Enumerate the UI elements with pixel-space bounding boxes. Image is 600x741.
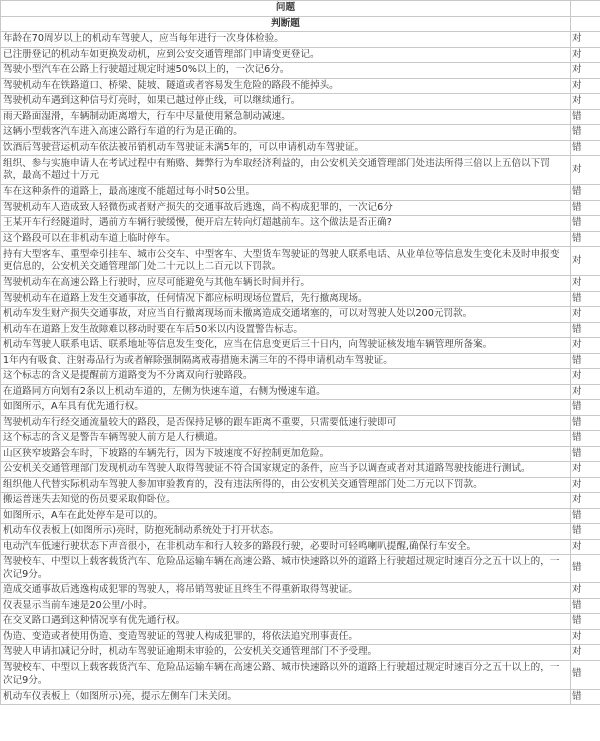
question-cell: 造成交通事故后逃逸构成犯罪的驾驶人，将吊销驾驶证且终生不得重新取得驾驶证。: [1, 583, 571, 599]
answer-cell: 错: [571, 598, 600, 614]
question-cell: 机动车发生财产损失交通事故，对应当自行撤离现场而未撤离造成交通堵塞的，可以对驾驶人处以200元罚款。: [1, 307, 571, 323]
question-cell: 持有大型客车、重型牵引挂车、城市公交车、中型客车、大型货车驾驶证的驾驶人联系电话、从业单位等信息发生变化未及时申报变更信息的，公安机关交通管理部门处二十元以上二百元以下罚款。: [1, 247, 571, 276]
question-cell: 山区狭窄坡路会车时，下坡路的车辆先行，因为下坡速度不好控制更加危险。: [1, 446, 571, 462]
answer-column-header: [571, 1, 600, 17]
answer-cell: 错: [571, 446, 600, 462]
question-cell: 电动汽车低速行驶状态下声音很小，在非机动车和行人较多的路段行驶，必要时可轻鸣喇叭提醒,确保行车安全。: [1, 539, 571, 555]
question-cell: 驾驶机动车在道路上发生交通事故，任何情况下都应标明现场位置后，先行撤离现场。: [1, 291, 571, 307]
table-row: [1, 140, 600, 156]
table-row: [1, 462, 600, 478]
question-cell: 已注册登记的机动车如更换发动机，应到公安交通管理部门申请变更登记。: [1, 47, 571, 63]
section-title: 判断题: [1, 16, 571, 32]
answer-cell: 对: [571, 247, 600, 276]
table-row: [1, 353, 600, 369]
answer-cell: 错: [571, 431, 600, 447]
answer-cell: 对: [571, 629, 600, 645]
answer-cell: 错: [571, 322, 600, 338]
answer-cell: 错: [571, 660, 600, 689]
table-row: [1, 431, 600, 447]
answer-cell: 错: [571, 353, 600, 369]
answer-cell: 错: [571, 400, 600, 416]
header-row: [1, 1, 600, 17]
question-cell: 在道路同方向划有2条以上机动车道的，左侧为快速车道，右侧为慢速车道。: [1, 384, 571, 400]
question-cell: 机动车驾驶人联系电话、联系地址等信息发生变化，应当在信息变更后三十日内，向驾驶证核发地车辆管理所备案。: [1, 338, 571, 354]
table-row: [1, 689, 600, 705]
answer-cell: 对: [571, 156, 600, 185]
question-cell: 在交叉路口遇到这种情况享有优先通行权。: [1, 614, 571, 630]
section-answer-cell: [571, 16, 600, 32]
question-cell: 公安机关交通管理部门发现机动车驾驶人取得驾驶证不符合国家规定的条件，应当予以调查或者对其道路驾驶技能进行测试。: [1, 462, 571, 478]
answer-cell: 错: [571, 125, 600, 141]
table-row: [1, 539, 600, 555]
section-row: [1, 16, 600, 32]
question-cell: 组织他人代替实际机动车驾驶人参加审验教育的，没有违法所得的，由公安机关交通管理部门处二万元以下罚款。: [1, 477, 571, 493]
table-row: [1, 508, 600, 524]
answer-cell: 对: [571, 307, 600, 323]
question-cell: 王某开车行经隧道时，遇前方车辆行驶缓慢，便开启左转向灯超越前车。这个做法是否正确?: [1, 216, 571, 232]
table-row: [1, 78, 600, 94]
question-cell: 饮酒后驾驶营运机动车依法被吊销机动车驾驶证未满5年的，可以申请机动车驾驶证。: [1, 140, 571, 156]
answer-cell: 对: [571, 384, 600, 400]
question-cell: 驾驶机动车在铁路道口、桥梁、陡坡、隧道或者容易发生危险的路段不能掉头。: [1, 78, 571, 94]
table-row: [1, 583, 600, 599]
question-cell: 仪表显示当前车速是20公里/小时。: [1, 598, 571, 614]
table-row: [1, 645, 600, 661]
answer-cell: 错: [571, 140, 600, 156]
question-cell: 这个标志的含义是警告车辆驾驶人前方是人行横道。: [1, 431, 571, 447]
table-row: [1, 555, 600, 583]
table-row: [1, 477, 600, 493]
answer-cell: 对: [571, 32, 600, 48]
answer-cell: 对: [571, 369, 600, 385]
table-row: [1, 216, 600, 232]
question-cell: 这辆小型载客汽车进入高速公路行车道的行为是正确的。: [1, 125, 571, 141]
answer-cell: 对: [571, 645, 600, 661]
answer-cell: 错: [571, 185, 600, 201]
answer-cell: 对: [571, 583, 600, 599]
table-row: [1, 446, 600, 462]
table-row: [1, 109, 600, 125]
question-cell: 伪造、变造或者使用伪造、变造驾驶证的驾驶人构成犯罪的，将依法追究刑事责任。: [1, 629, 571, 645]
table-row: [1, 32, 600, 48]
answer-cell: 错: [571, 231, 600, 247]
question-column-header: 问题: [1, 1, 571, 17]
table-row: [1, 614, 600, 630]
question-cell: 如图所示，A车具有优先通行权。: [1, 400, 571, 416]
answer-cell: 错: [571, 291, 600, 307]
question-cell: 如图所示，A车在此处停车是可以的。: [1, 508, 571, 524]
answer-cell: 错: [571, 109, 600, 125]
question-cell: 这个路段可以在非机动车道上临时停车。: [1, 231, 571, 247]
table-row: [1, 94, 600, 110]
table-row: [1, 247, 600, 276]
question-cell: 驾驶机动车在高速公路上行驶时，应尽可能避免与其他车辆长时间并行。: [1, 276, 571, 292]
table-row: [1, 125, 600, 141]
question-cell: 年龄在70周岁以上的机动车驾驶人，应当每年进行一次身体检验。: [1, 32, 571, 48]
answer-cell: 错: [571, 524, 600, 540]
question-cell: 机动车仪表板上(如图所示)亮时，防抱死制动系统处于打开状态。: [1, 524, 571, 540]
question-cell: 驾驶机动车人造成致人轻微伤或者财产损失的交通事故后逃逸，尚不构成犯罪的，一次记6分: [1, 200, 571, 216]
table-row: [1, 400, 600, 416]
answer-cell: 对: [571, 477, 600, 493]
table-row: [1, 369, 600, 385]
table-row: [1, 493, 600, 509]
table-row: [1, 156, 600, 185]
question-cell: 雨天路面湿滑，车辆制动距离增大，行车中尽量使用紧急制动减速。: [1, 109, 571, 125]
table-row: [1, 384, 600, 400]
question-cell: 驾驶人申请扣减记分时，机动车驾驶证逾期未审验的，公安机关交通管理部门不予受理。: [1, 645, 571, 661]
question-cell: 组织、参与实施申请人在考试过程中有贿赂、舞弊行为牟取经济利益的，由公安机关交通管理部门处违法所得三倍以上五倍以下罚款，最高不超过十万元: [1, 156, 571, 185]
question-cell: 驾驶小型汽车在公路上行驶超过规定时速50%以上的，一次记6分。: [1, 63, 571, 79]
question-cell: 驾驶校车、中型以上载客载货汽车、危险品运输车辆在高速公路、城市快速路以外的道路上行驶超过规定时速百分之五十以上的，一次记9分。: [1, 555, 571, 583]
answer-cell: 错: [571, 614, 600, 630]
table-row: [1, 629, 600, 645]
table-row: [1, 291, 600, 307]
answer-cell: 对: [571, 63, 600, 79]
answer-cell: 对: [571, 539, 600, 555]
table-row: [1, 598, 600, 614]
table-row: [1, 338, 600, 354]
table-row: [1, 660, 600, 689]
table-row: [1, 307, 600, 323]
question-cell: 驾驶校车、中型以上载客载货汽车、危险品运输车辆在高速公路、城市快速路以外的道路上行驶超过规定时速百分之五十以上的，一次记9分。: [1, 660, 571, 689]
table-row: [1, 524, 600, 540]
question-cell: 驾驶机动车行经交通流量较大的路段，是否保持足够的跟车距离不重要，只需要低速行驶即可: [1, 415, 571, 431]
answer-cell: 错: [571, 508, 600, 524]
answer-cell: 错: [571, 216, 600, 232]
answer-cell: 错: [571, 689, 600, 705]
table-row: [1, 185, 600, 201]
answer-cell: 对: [571, 338, 600, 354]
question-cell: 机动车在道路上发生故障难以移动时要在车后50米以内设置警告标志。: [1, 322, 571, 338]
answer-cell: 错: [571, 415, 600, 431]
answer-cell: 对: [571, 47, 600, 63]
question-cell: 机动车仪表板上（如图所示)亮，提示左侧车门未关闭。: [1, 689, 571, 705]
table-row: [1, 47, 600, 63]
table-row: [1, 200, 600, 216]
table-row: [1, 415, 600, 431]
answer-cell: 对: [571, 276, 600, 292]
table-row: [1, 276, 600, 292]
question-cell: 搬运普迷失去知觉的伤员要采取仰卧位。: [1, 493, 571, 509]
answer-cell: 对: [571, 493, 600, 509]
table-row: [1, 231, 600, 247]
question-cell: 车在这种条件的道路上，最高速度不能超过每小时50公里。: [1, 185, 571, 201]
answer-cell: 错: [571, 555, 600, 583]
question-cell: 这个标志的含义是提醒前方道路变为不分离双向行驶路段。: [1, 369, 571, 385]
table-row: [1, 63, 600, 79]
question-cell: 1年内有吸食、注射毒品行为或者解除强制隔离戒毒措施未满三年的不得申请机动车驾驶证。: [1, 353, 571, 369]
answer-cell: 对: [571, 462, 600, 478]
table-row: [1, 322, 600, 338]
answer-cell: 对: [571, 94, 600, 110]
answer-cell: 对: [571, 78, 600, 94]
question-cell: 驾驶机动车遇到这种信号灯亮时，如果已越过停止线，可以继续通行。: [1, 94, 571, 110]
answer-cell: 错: [571, 200, 600, 216]
